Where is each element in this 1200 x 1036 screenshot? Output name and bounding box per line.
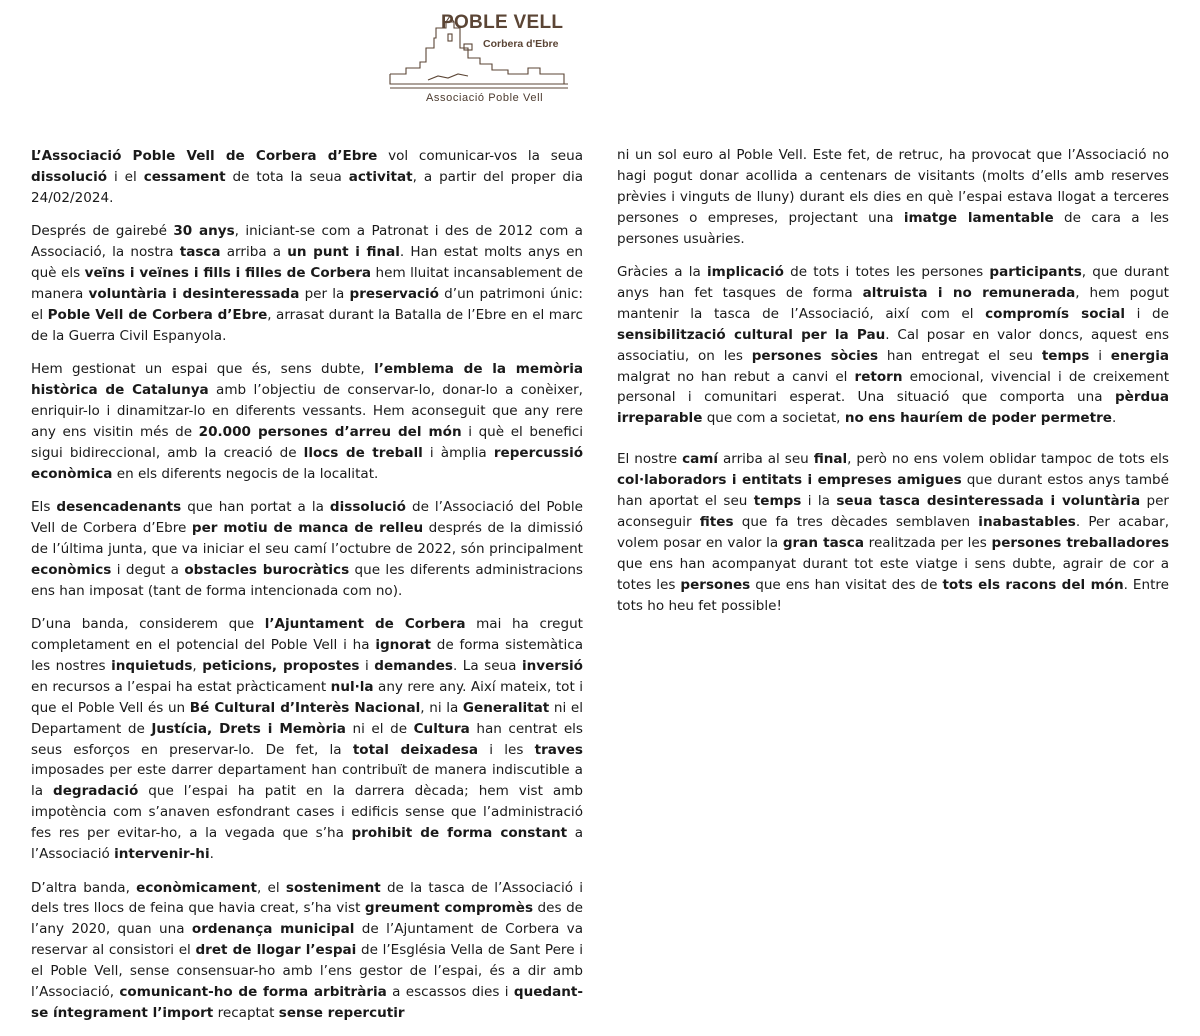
bold-text-run: intervenir-hi — [114, 846, 210, 863]
text-run: que ens han visitat des de — [750, 576, 943, 593]
text-run: han centrat els seus esforços en preservar-lo. De fet, la — [31, 720, 583, 758]
text-run: en els diferents negocis de la localitat. — [112, 465, 379, 482]
bold-text-run: sosteniment — [285, 879, 381, 896]
text-run: any rere any. Així mateix, tot i que el Poble Vell és un — [31, 678, 583, 716]
text-run: , ni la — [420, 699, 463, 716]
right-text-column — [617, 145, 1169, 629]
bold-text-run: preservació — [349, 285, 439, 302]
text-run: Després de gairebé — [31, 223, 174, 240]
bold-text-run: 20.000 persones d’arreu del món — [198, 423, 462, 440]
left-text-column — [31, 146, 583, 1036]
text-run: de la tasca de l’Associació i dels tres llocs de feina que havia creat, s’ha vist — [31, 879, 583, 917]
paragraph — [31, 497, 583, 602]
text-run: que fa tres dècades semblaven — [733, 514, 979, 530]
bold-text-run: energia — [1110, 347, 1169, 364]
logo-subtitle: Corbera d'Ebre — [483, 38, 559, 50]
bold-text-run: comunicant-ho de forma arbitrària — [119, 984, 387, 1001]
text-run: recaptat — [213, 1004, 279, 1021]
text-run: i — [1089, 347, 1111, 364]
logo-association-name: Associació Poble Vell — [426, 92, 544, 104]
bold-text-run: dret de llogar l’espai — [195, 942, 357, 959]
text-run: , arrasat durant la Batalla de l’Ebre en el marc de la Guerra Civil Espanyola. — [31, 306, 584, 344]
text-run: ni un sol euro al Poble Vell. Este fet, de retruc, ha provocat que l’Associació no hagi pogut donar acollida a centenars de visitants (molts d’ells amb reserves prèvies i vinguts de lluny) durant els dies en què l’espai estava llogat a terceres persones o empreses, projectant una — [617, 147, 1169, 226]
text-run: després de la dimissió de l’última junta, que va iniciar el seu camí l’octubre de 2022, són principalment — [31, 520, 583, 557]
bold-text-run: voluntària i desinteressada — [88, 285, 300, 302]
text-run: de l’Ajuntament de Corbera va reservar al consistori el — [31, 921, 583, 959]
paragraph — [31, 614, 583, 865]
bold-text-run: cessament — [143, 168, 226, 185]
bold-text-run: imatge lamentable — [903, 209, 1054, 226]
text-run: , — [192, 657, 203, 674]
text-run: , que durant anys han fet tasques de forma — [617, 264, 1169, 301]
text-run: per la — [299, 285, 350, 302]
bold-text-run: econòmics — [31, 561, 112, 578]
text-run: . Per acabar, volem posar en valor la — [617, 514, 1170, 551]
bold-text-run: demandes — [374, 657, 453, 674]
text-run: que ens han acompanyat durant tot este viatge i sens dubte, agrair de cor a totes les — [617, 555, 1169, 593]
bold-text-run: econòmicament — [136, 879, 257, 896]
bold-text-run: total deixadesa — [352, 741, 478, 758]
text-run: D’altra banda, — [31, 879, 137, 896]
text-run: arriba a — [220, 244, 288, 261]
text-run: de forma sistemàtica les nostres — [31, 637, 583, 674]
text-run: amb l’objectiu de conservar-lo, donar-lo a conèixer, enriquir-lo i dinamitzar-lo en diferents vessants. Hem aconseguit que any rere any ens visitin més de — [31, 382, 583, 440]
text-run: , hem pogut mantenir la tasca de l’Associació, així com el — [617, 284, 1169, 322]
text-run: vol comunicar-vos la seua — [377, 148, 583, 164]
bold-text-run: un punt i final — [287, 244, 400, 261]
text-run: per aconseguir — [617, 493, 1170, 530]
bold-text-run: persones — [680, 576, 751, 593]
bold-text-run: repercussió econòmica — [31, 444, 584, 482]
text-run: i àmplia — [422, 444, 494, 461]
text-run: Els — [31, 499, 57, 516]
bold-text-run: L’Associació Poble Vell de Corbera d’Ebre — [31, 148, 378, 164]
bold-text-run: traves — [534, 741, 583, 758]
text-run: realitzada per les — [863, 534, 992, 551]
bold-text-run: quedant-se íntegrament l’import — [31, 984, 583, 1021]
bold-text-run: l’emblema de la memòria històrica de Catalunya — [31, 361, 583, 399]
bold-text-run: fites — [699, 514, 734, 530]
bold-text-run: desencadenants — [56, 499, 182, 516]
paragraph — [617, 145, 1169, 250]
bold-text-run: l’Ajuntament de Corbera — [264, 616, 466, 633]
text-run: , a partir del proper dia 24/02/2024. — [31, 168, 584, 206]
bold-text-run: Justícia, Drets i Memòria — [151, 720, 346, 737]
bold-text-run: inquietuds — [111, 657, 193, 674]
text-run: a l’Associació — [31, 825, 584, 863]
bold-text-run: activitat — [348, 168, 413, 185]
text-run: que l’espai ha patit en la darrera dècada; hem vist amb impotència com s’anaven esfondrant cases i edificis sense que l’administració fes res per evitar-ho, a la vegada que s’ha — [31, 783, 583, 842]
bold-text-run: nul·la — [330, 678, 374, 695]
bold-text-run: obstacles burocràtics — [184, 561, 350, 578]
bold-text-run: tots els racons del món — [942, 576, 1124, 593]
text-run: que durant estos anys també han aportat el seu — [617, 472, 1169, 510]
bold-text-run: Generalitat — [462, 699, 550, 716]
paragraph — [31, 221, 583, 346]
bold-text-run: col·laboradors i entitats i empreses amigues — [617, 472, 962, 489]
text-run: des de l’any 2020, quan una — [31, 900, 584, 938]
text-run: i què el benefici sigui bidireccional, amb la creació de — [31, 423, 583, 461]
bold-text-run: 30 anys — [173, 223, 235, 240]
text-run: arriba al seu — [718, 451, 814, 468]
bold-text-run: inabastables — [978, 514, 1076, 530]
bold-text-run: Poble Vell de Corbera d’Ebre — [47, 306, 268, 323]
text-run: en recursos a l’espai ha estat pràcticament — [31, 678, 331, 695]
bold-text-run: seua tasca desinteressada i voluntària — [836, 493, 1141, 510]
bold-text-run: compromís social — [985, 305, 1125, 322]
text-run: ni el de — [345, 720, 414, 737]
bold-text-run: Cultura — [413, 720, 470, 737]
bold-text-run: greument compromès — [364, 900, 534, 917]
bold-text-run: Bé Cultural d’Interès Nacional — [189, 699, 421, 716]
bold-text-run: gran tasca — [782, 534, 864, 551]
paragraph — [31, 878, 583, 1024]
text-run: que les diferents administracions ens han imposat (tant de forma intencionada com no). — [31, 561, 583, 599]
text-run: . Cal posar en valor doncs, aquest ens associatiu, on les — [617, 326, 1169, 364]
text-run: D’una banda, considerem que — [31, 616, 265, 633]
text-run: , però no ens volem oblidar tampoc de tots els — [847, 451, 1169, 468]
text-run: i de — [1125, 305, 1169, 322]
bold-text-run: final — [813, 451, 848, 468]
logo-title: POBLE VELL — [441, 12, 564, 33]
text-run: i la — [801, 493, 837, 510]
bold-text-run: ignorat — [375, 637, 431, 654]
text-run: i degut a — [111, 561, 185, 578]
bold-text-run: implicació — [707, 264, 784, 281]
bold-text-run: sense repercutir — [278, 1004, 405, 1021]
bold-text-run: retorn — [854, 368, 903, 385]
bold-text-run: veïns i veïnes i fills i filles de Corbera — [84, 265, 372, 282]
bold-text-run: inversió — [521, 657, 583, 674]
bold-text-run: pèrdua irreparable — [617, 389, 1169, 427]
text-run: ni el Departament de — [31, 699, 583, 737]
text-run: i les — [478, 741, 535, 758]
bold-text-run: camí — [682, 451, 718, 468]
paragraph — [617, 449, 1169, 616]
text-run: , iniciant-se com a Patronat i des de 2012 com a Associació, la nostra — [31, 223, 583, 261]
text-run: Hem gestionat un espai que és, sens dubte, — [31, 361, 375, 378]
text-run: . La seua — [453, 657, 522, 674]
text-run: emocional, vivencial i de creixement personal i comunitari esperat. Una situació que comporta una — [617, 368, 1170, 406]
text-run: El nostre — [617, 451, 683, 468]
text-run: . Entre tots ho heu fet possible! — [617, 576, 1169, 614]
text-run: imposades per este darrer departament han contribuït de manera indiscutible a la — [31, 762, 583, 800]
text-run: malgrat no han rebut a canvi el — [617, 368, 855, 385]
text-run: . — [209, 846, 214, 863]
bold-text-run: dissolució — [329, 499, 406, 516]
text-run: , el — [257, 879, 286, 896]
bold-text-run: peticions, propostes — [202, 657, 360, 674]
text-run: de tots i totes les persones — [783, 264, 990, 281]
paragraph — [31, 146, 583, 209]
text-run: a escassos dies i — [386, 984, 514, 1001]
text-run: i el — [107, 168, 144, 185]
bold-text-run: temps — [1041, 347, 1090, 364]
text-run: que com a societat, — [702, 410, 845, 427]
bold-text-run: persones sòcies — [751, 347, 879, 364]
bold-text-run: ordenança municipal — [191, 921, 355, 938]
paragraph — [617, 262, 1169, 429]
text-run: de l’Associació del Poble Vell de Corbera d’Ebre — [31, 499, 584, 536]
bold-text-run: no ens hauríem de poder permetre — [844, 410, 1112, 427]
bold-text-run: tasca — [179, 244, 221, 261]
association-logo — [388, 8, 570, 106]
bold-text-run: degradació — [53, 783, 139, 800]
bold-text-run: persones treballadores — [991, 534, 1170, 551]
text-run: de l’Església Vella de Sant Pere i el Poble Vell, sense consensuar-ho amb l’ens gestor de l’espai, és a dir amb l’Associació, — [31, 942, 583, 1001]
text-run: han entregat el seu — [878, 347, 1042, 364]
text-run: d’un patrimoni únic: el — [31, 285, 583, 323]
bold-text-run: altruista i no remunerada — [862, 284, 1076, 301]
text-run: mai ha cregut completament en el potencial del Poble Vell i ha — [31, 616, 583, 654]
paragraph — [31, 359, 583, 484]
bold-text-run: participants — [989, 264, 1082, 281]
text-run: i — [359, 657, 375, 674]
bold-text-run: llocs de treball — [303, 444, 423, 461]
text-run: de cara a les persones usuàries. — [617, 209, 1169, 247]
text-run: . — [1111, 410, 1117, 427]
bold-text-run: temps — [753, 493, 802, 510]
bold-text-run: prohibit de forma constant — [351, 825, 568, 842]
text-run: que han portat a la — [181, 499, 330, 516]
bold-text-run: per motiu de manca de relleu — [191, 520, 424, 536]
text-run: hem lluitat incansablement de manera — [31, 265, 583, 302]
text-run: . Han estat molts anys en què els — [31, 244, 584, 282]
text-run: Gràcies a la — [617, 264, 708, 281]
bold-text-run: sensibilització cultural per la Pau — [617, 326, 886, 343]
bold-text-run: dissolució — [31, 168, 108, 185]
text-run: de tota la seua — [225, 168, 349, 185]
